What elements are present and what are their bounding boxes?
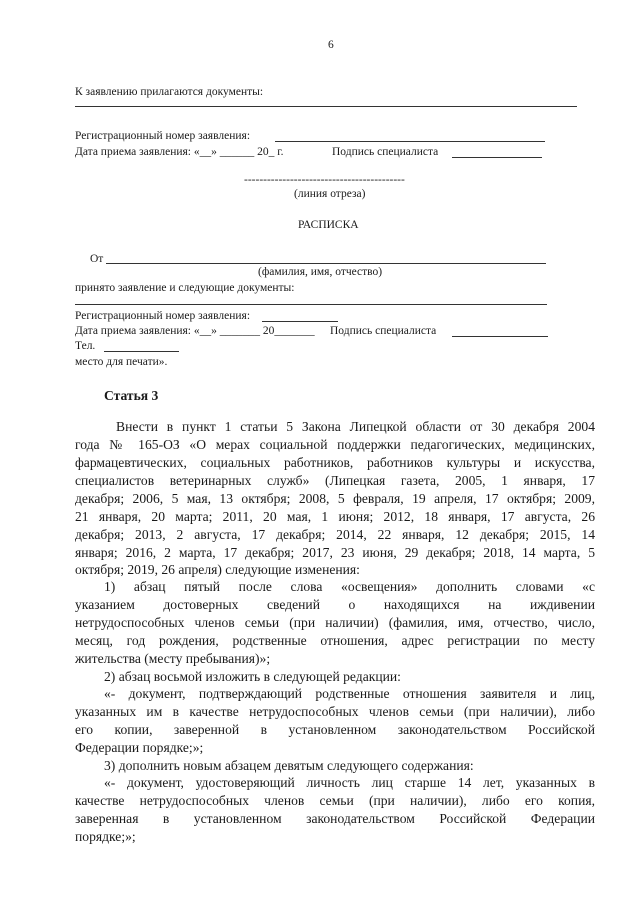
document-page: 6 К заявлению прилагаются документы: Регистрационный номер заявления: Дата приема заявления: «__» ______ 20_ г. Подпись специалиста ------------------------------------------ (линия отреза) РАСПИСКА От (фамилия, имя, отчество) принято заявление и следующие документы: Регистрационный номер заявления: Дата приема заявления: «__» _______ 20_______ Подпись специалиста Тел. место для печати». Статья 3 Внести в пункт 1 статьи 5 Закона Липецкой области от 30 декабря 2004 года № 165-ОЗ «О мерах социальной поддержки педагогических, медицинских, фармацевтических, социальных работников, работников культуры и искусства, специалистов ветеринарных служб» (Липецкая газета, 2005, 1 января, 17 декабря; 2006, 5 мая, 13 октября; 2008, 5 февраля, 19 апреля, 17 октября; 2009, 21 января, 20 марта; 2011, 20 мая, 1 июня; 2012, 18 января, 17 августа, 26 декабря; 2013, 2 августа, 17 декабря; 2014, 22 января, 12 декабря; 2015, 14 января; 2016, 2 марта, 17 декабря; 2017, 23 июня, 29 декабря; 2018, 14 марта, 5 октября; 2019, 26 апреля) следующие изменения: 1) абзац пятый после слова «освещения» дополнить словами «с указанием достоверных сведений о находящихся на иждивении нетрудоспособных членов семьи (при наличии) (фамилия, имя, отчество, число, месяц, год рождения, родственные отношения, адрес регистрации по месту жительства (месту пребывания)»; 2) абзац восьмой изложить в следующей редакции: «- документ, подтверждающий родственные отношения заявителя и лиц, указанных им в качестве нетрудоспособных членов семьи (при наличии), либо его копии, заверенной в установленном законодательством Российской Федерации порядке;»; 3) дополнить новым абзацем девятым следующего содержания: «- документ, удостоверяющий личность лиц старше 14 лет, указанных в качестве нетрудоспособных членов семьи (при наличии), либо его копия, заверенная в установленном законодательством Российской Федерации порядке;»; (75, 39, 595, 844)
accepted-docs-line (75, 304, 547, 305)
phone-line (104, 351, 179, 352)
receipt-reg-number-label: Регистрационный номер заявления: (75, 310, 251, 322)
receipt-title: РАСПИСКА (298, 219, 359, 231)
specialist-sign-label: Подпись специалиста (332, 146, 439, 158)
article-heading: Статья 3 (104, 388, 159, 403)
page-number: 6 (328, 39, 334, 51)
receipt-reg-number-line (262, 321, 338, 322)
accepted-label: принято заявление и следующие документы: (75, 282, 295, 294)
phone-label: Тел. (75, 340, 96, 352)
stamp-label: место для печати». (75, 356, 168, 368)
fio-caption: (фамилия, имя, отчество) (258, 266, 383, 278)
reg-number-line (275, 141, 545, 142)
cut-line-caption: (линия отреза) (294, 188, 366, 200)
receive-date-label: Дата приема заявления: «__» ______ 20_ г. (75, 146, 284, 158)
attached-docs-label: К заявлению прилагаются документы: (75, 86, 264, 98)
from-line (106, 263, 546, 264)
reg-number-label: Регистрационный номер заявления: (75, 130, 251, 142)
receipt-sign-line (452, 336, 548, 337)
receipt-date-label: Дата приема заявления: «__» _______ 20_______ (75, 325, 315, 337)
from-label: От (90, 253, 104, 265)
receipt-specialist-sign-label: Подпись специалиста (330, 325, 437, 337)
specialist-sign-line (452, 157, 542, 158)
attached-docs-line (75, 106, 577, 107)
cut-line: ------------------------------------------ (244, 174, 405, 186)
